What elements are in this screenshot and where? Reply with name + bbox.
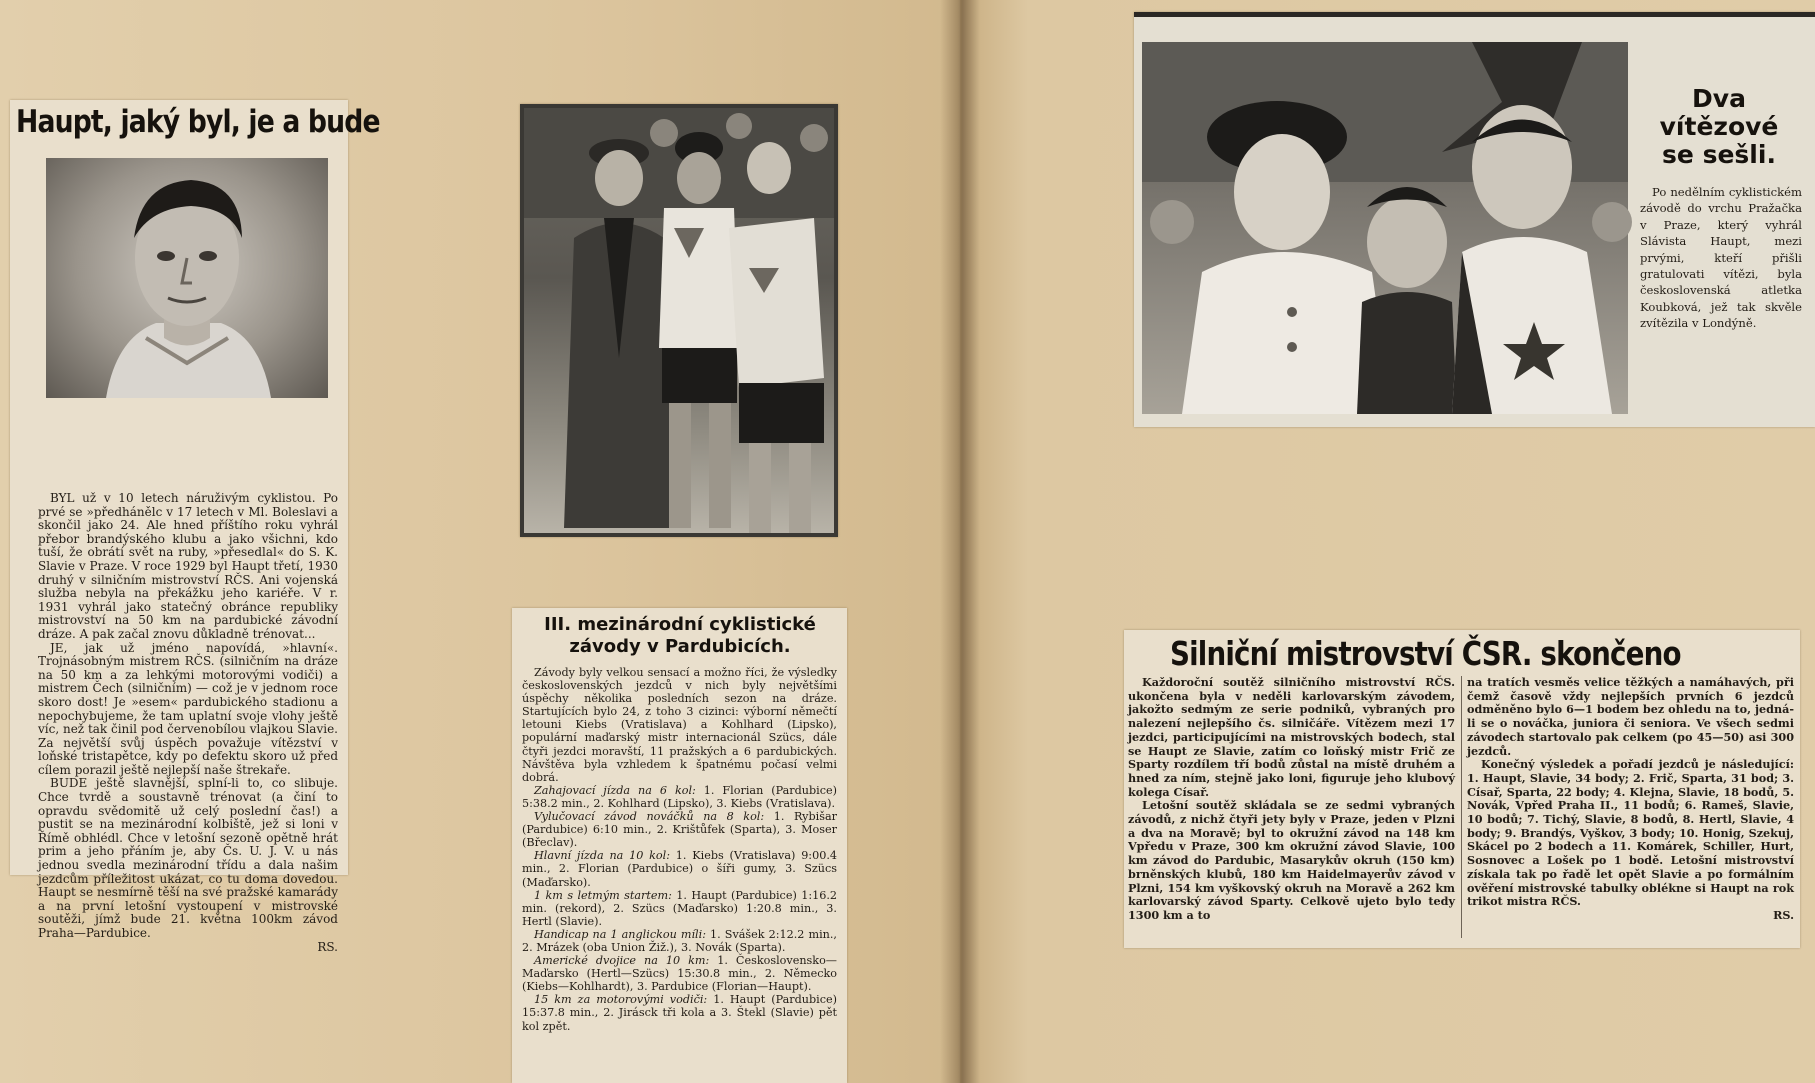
- group-figures: [524, 108, 834, 533]
- caption-headline-line1: Dva: [1692, 84, 1746, 113]
- clipping-group-photo: [520, 104, 838, 537]
- clipping-two-winners: [1134, 12, 1815, 427]
- result-row: [522, 993, 837, 1032]
- column-divider: [1461, 676, 1462, 938]
- photo-caption-text: Po nedělním cyklistickém závodě do vrchu Pražačka v Praze, který vyhrál Slávista Haupt, mezi prvými, kteří přišli gratulovati vítězi, byla československá atletka Koubková, jež tak skvěle zvítězila v Londýně.: [1640, 185, 1802, 331]
- article-haupt-body: [38, 492, 338, 954]
- result-event: Handicap na 1 anglickou míli:: [534, 927, 706, 941]
- result-text: 1. Haupt (Pardubice) 1:16.2 min. (rekord), 2. Szücs (Maďarsko) 1:20.8 min., 3. Hertl (Slavie).: [522, 888, 838, 928]
- silnicni-paragraph-2: Letošní soutěž skládala se ze sedmi vybraných závodů, z nichž čtyři jety byly v Praze, jeden v Plzni a dva na Moravě; byl to okružní závod na 148 km Vpředu v Praze, 300 km okružní závod Slavie, 100 km závod do Pardubic, Masarykův okruh (150 km) brněnských klubů, 180 km Haidelmayerův závod v Plzni, 154 km vyškovský okruh na Moravě a 262 km karlovarský závod Sparty. Celkově ujeto bylo tedy 1300 km a to: [1128, 798, 1455, 922]
- silnicni-paragraph-4: Konečný výsledek a pořadí jezdců je následující: 1. Haupt, Slavie, 34 body; 2. Frič, Sparta, 31 bod; 3. Císař, Sparta, 22 body; 4. Klejna, Slavie, 18 bodů, 5. Novák, Vpřed Praha II., 11 bodů; 6. Rameš, Slavie, 10 bodů; 7. Tichý, Slavie, 8 bodů, 8. Hertl, Slavie, 4 body; 9. Brandýs, Vyškov, 3 body; 10. Honig, Szekuj, Skácel po 2 bodech a 11. Komárek, Schiller, Hurt, Sosnovec a Lošek po 1 bodě. Letošní mistrovství získala tak po řadě let opět Slavie a po formálním ověření mistrovské tabulky oblékne si Haupt na rok trikot mistra RČS.: [1467, 757, 1794, 909]
- result-event: Americké dvojice na 10 km:: [534, 954, 710, 968]
- result-text: 1. Kiebs (Vratislava) 9:00.4 min., 2. Florian (Pardubice) o šíři gumy, 3. Szücs (Maďarsko).: [522, 849, 837, 889]
- result-text: 1. Československo—Maďarsko (Hertl—Szücs) 15:30.8 min., 2. Německo (Kiebs—Kohlhardt), 3. Pardubice (Florian—Haupt).: [522, 954, 837, 994]
- result-event: Vylučovací závod nováčků na 8 kol:: [534, 810, 765, 824]
- result-text: 1. Rybišar (Pardubice) 6:10 min., 2. Krištůfek (Sparta), 3. Moser (Břeclav).: [522, 810, 837, 850]
- caption-headline-line2: vítězové: [1659, 112, 1779, 141]
- article-pardubice-body: [522, 666, 837, 1033]
- haupt-signature: RS.: [317, 939, 338, 954]
- result-text: 1. Haupt (Pardubice) 15:37.8 min., 2. Jirásck tři kola a 3. Štekl (Slavie) pět kol zpět.: [522, 993, 837, 1033]
- haupt-paragraph-1: BYL už v 10 letech náruživým cyklistou. Po prvé se »předhánělc v 17 letech v Ml. Boleslavi a skončil jako 24. Ale hned příštího roku vyhrál přebor brandýského klubu a jako všichni, kdo tuší, že obrátí svět na ruby, »přesedlal« do S. K. Slavie v Praze. V roce 1929 byl Haupt třetí, 1930 druhý v silničním mistrovství RČS. Ani vojenská služba nebyla na překážku jeho kariéře. V r. 1931 vyhrál jako statečný obránce republiky mistrovství na 50 km na pardubické závodní dráze. A pak začal znovu důkladně trénovat...: [38, 491, 338, 641]
- result-event: Hlavní jízda na 10 kol:: [534, 849, 671, 863]
- result-event: 1 km s letmým startem:: [534, 888, 672, 902]
- silnicni-column-2: [1467, 676, 1794, 923]
- result-row: [522, 810, 837, 849]
- result-row: [522, 954, 837, 993]
- photo-haupt-portrait: [46, 158, 328, 398]
- clipping-silnicni-mistrovstvi: [1124, 630, 1800, 948]
- haupt-paragraph-2: JE, jak už jméno napovídá, »hlavní«. Trojnásobným mistrem RČS. (silničním na dráze na 50 km a za lehkými motorovými vodiči) a mistrem Čech (silničním) — což je v jednom roce skoro dost! Je »esem« pardubického stadionu a nepochybujeme, že tam uplatní svoje vlohy ještě víc, než tak činil pod červenobílou vlajkou Slavie. Za největší svůj úspěch považuje vítězství v loňské tristapětce, kdy po defektu skoro už před cílem porazil ještě nejlepší naše štrekaře.: [38, 640, 338, 777]
- silnicni-column-1: [1128, 676, 1455, 923]
- photo-two-winners: [1142, 42, 1628, 414]
- portrait-figure: [46, 158, 328, 398]
- headline-pardubice-line2: závody v Pardubicích.: [569, 636, 791, 657]
- clipping-top-rule: [1134, 12, 1815, 17]
- photo-cyclists-group: [524, 108, 834, 533]
- caption-headline-line3: se sešli.: [1662, 140, 1776, 169]
- result-row: [522, 849, 837, 888]
- haupt-paragraph-3: BUDE ještě slavnější, splní-li to, co slibuje. Chce tvrdě a soustavně trénovat (a činí to opravdu svědomitě už celý poslední čas!) a pustit se na mezinárodní kolbiště, jež si loni v Římě obhlédl. Chce v letošní sezoně opětně hrát prim a jeho přáním je, aby Čs. U. J. V. u nás jednou svedla mezinárodní třídu a dala našim jezdcům příležitost ukázat, co tu doma dovedou. Haupt se nesmírně těší na své pražské kamarády a na první letošní vystoupení v mistrovské soutěži, jímž bude 21. května 100km závod Praha—Pardubice.: [38, 776, 338, 940]
- winners-figures: [1142, 42, 1628, 414]
- book-gutter: [940, 0, 980, 1083]
- silnicni-signature: RS.: [1773, 907, 1794, 922]
- headline-haupt: Haupt, jaký byl, je a bude: [16, 104, 380, 140]
- result-text: 1. Florian (Pardubice) 5:38.2 min., 2. Kohlhard (Lipsko), 3. Kiebs (Vratislava).: [522, 783, 837, 810]
- result-event: Zahajovací jízda na 6 kol:: [534, 783, 696, 797]
- clipping-haupt: [10, 100, 380, 954]
- result-row: [522, 928, 837, 954]
- result-text: 1. Svášek 2:12.2 min., 2. Mrázek (oba Union Žiž.), 3. Novák (Sparta).: [522, 927, 837, 954]
- headline-pardubice-line1: III. mezinárodní cyklistické: [544, 614, 816, 635]
- silnicni-paragraph-1: Každoroční soutěž silničního mistrovství RČS. ukončena byla v neděli karlovarským závodem, jakožto sedmým ze serie podniků, vybraných pro nalezení nejlepšího čs. silničáře. Vítězem mezi 17 jezdci, participujícími na mistrovských bodech, stal se Haupt ze Slavie, zatím co loňský mistr Frič ze Sparty rozdílem tří bodů zůstal na místě druhém a hned za ním, stejně jako loni, figuruje jeho klubový kolega Císař.: [1128, 675, 1455, 799]
- headline-silnicni: Silniční mistrovství ČSR. skončeno: [1170, 634, 1681, 673]
- pardubice-intro: Závody byly velkou sensací a možno říci, že výsledky československých jezdců v nich byly největšími úspěchy několika posledních sezon na dráze. Startujících bylo 24, z toho 3 cizinci: výborní němečtí letouni Kiebs (Vratislava) a Kohlhard (Lipsko), populární maďarský mistr internacionál Szücs, dále čtyři jezdci moravští, 11 pražských a 6 pardubických. Návštěva byla vzhledem k špatnému počasí velmi dobrá.: [522, 666, 837, 784]
- silnicni-paragraph-3: na tratích vesměs velice těžkých a namáhavých, při čemž časově vždy nejlepších prvních 6 jezdců odměněno bylo 6—1 bodem bez ohledu na to, jedná-li se o nováčka, juniora či seniora. Ve všech sedmi závodech startovalo pak celkem (po 45—50) asi 300 jezdců.: [1467, 675, 1794, 758]
- result-row: [522, 784, 837, 810]
- result-event: 15 km za motorovými vodiči:: [534, 993, 708, 1007]
- clipping-pardubice: [512, 608, 847, 1083]
- result-row: [522, 889, 837, 928]
